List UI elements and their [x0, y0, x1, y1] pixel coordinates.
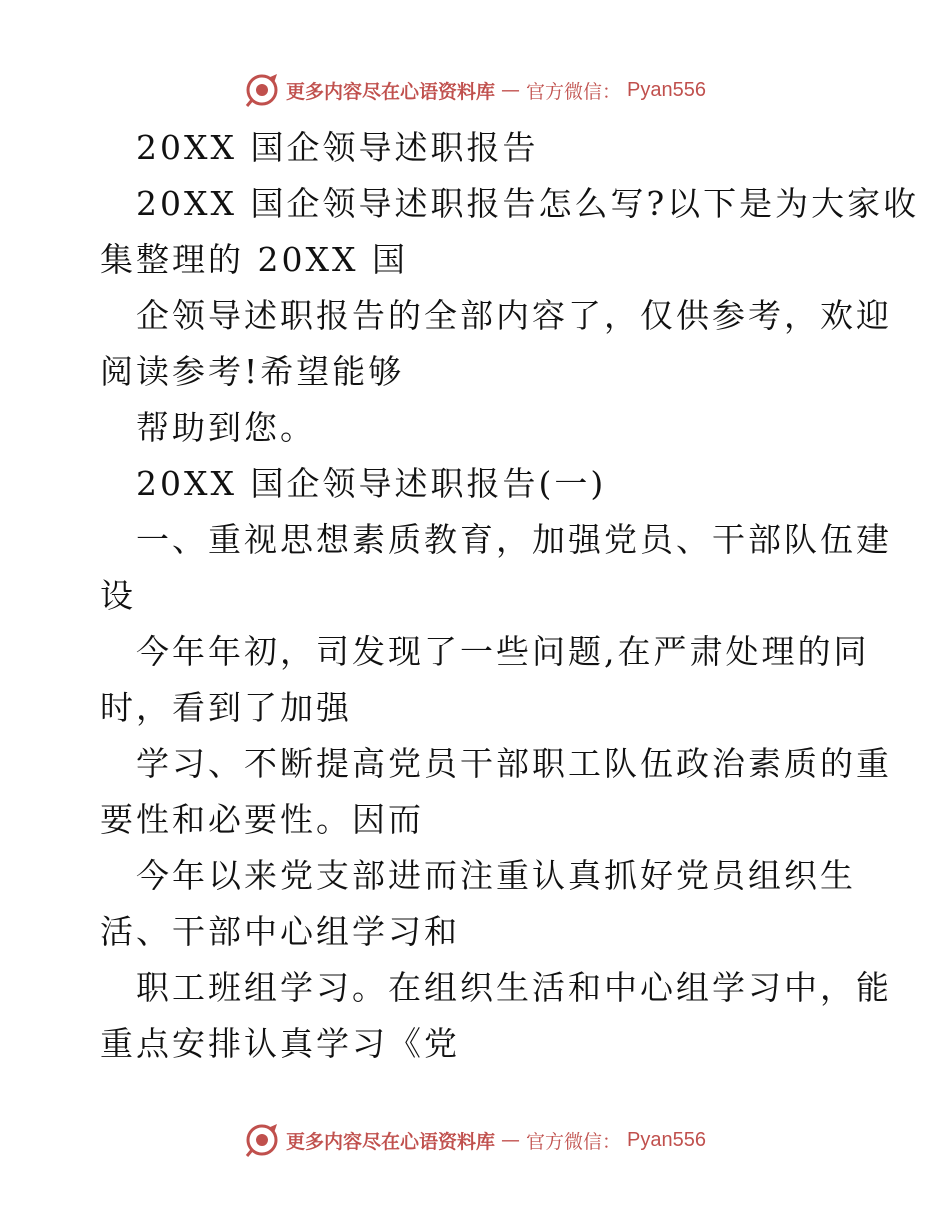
- paragraph-line: 学习、不断提高党员干部职工队伍政治素质的重: [136, 744, 892, 783]
- pen-logo-icon: [244, 72, 280, 108]
- banner-separator: —: [501, 1129, 521, 1151]
- banner-separator: —: [501, 79, 521, 101]
- site-name: 更多内容尽在心语资料库: [286, 1130, 496, 1153]
- paragraph-line: 集整理的 20XX 国: [100, 240, 408, 279]
- header-banner: [0, 70, 950, 110]
- document-title: 20XX 国企领导述职报告: [136, 128, 539, 167]
- paragraph-line: 时，看到了加强: [100, 688, 352, 727]
- pen-logo-icon: [244, 1122, 280, 1158]
- paragraph-line: 要性和必要性。因而: [100, 800, 424, 839]
- wechat-id: Pyan556: [627, 78, 706, 101]
- paragraph-line: 企领导述职报告的全部内容了，仅供参考，欢迎: [136, 296, 892, 335]
- subsection-heading: 设: [100, 576, 136, 615]
- footer-banner: [0, 1120, 950, 1160]
- paragraph-line: 职工班组学习。在组织生活和中心组学习中，能: [136, 968, 892, 1007]
- paragraph-line: 阅读参考!希望能够: [100, 352, 405, 391]
- paragraph-line: 重点安排认真学习《党: [100, 1024, 460, 1063]
- document-body: [100, 120, 920, 1072]
- wechat-id: Pyan556: [627, 1128, 706, 1151]
- paragraph-line: 帮助到您。: [136, 408, 316, 447]
- section-heading: 20XX 国企领导述职报告(一): [136, 464, 607, 503]
- wechat-label: 官方微信：: [526, 80, 622, 103]
- paragraph-line: 今年年初，司发现了一些问题,在严肃处理的同: [136, 632, 870, 671]
- paragraph-line: 活、干部中心组学习和: [100, 912, 460, 951]
- paragraph-line: 今年以来党支部进而注重认真抓好党员组织生: [136, 856, 856, 895]
- subsection-heading: 一、重视思想素质教育，加强党员、干部队伍建: [136, 520, 892, 559]
- wechat-label: 官方微信：: [526, 1130, 622, 1153]
- paragraph-line: 20XX 国企领导述职报告怎么写?以下是为大家收: [136, 184, 920, 223]
- site-name: 更多内容尽在心语资料库: [286, 80, 496, 103]
